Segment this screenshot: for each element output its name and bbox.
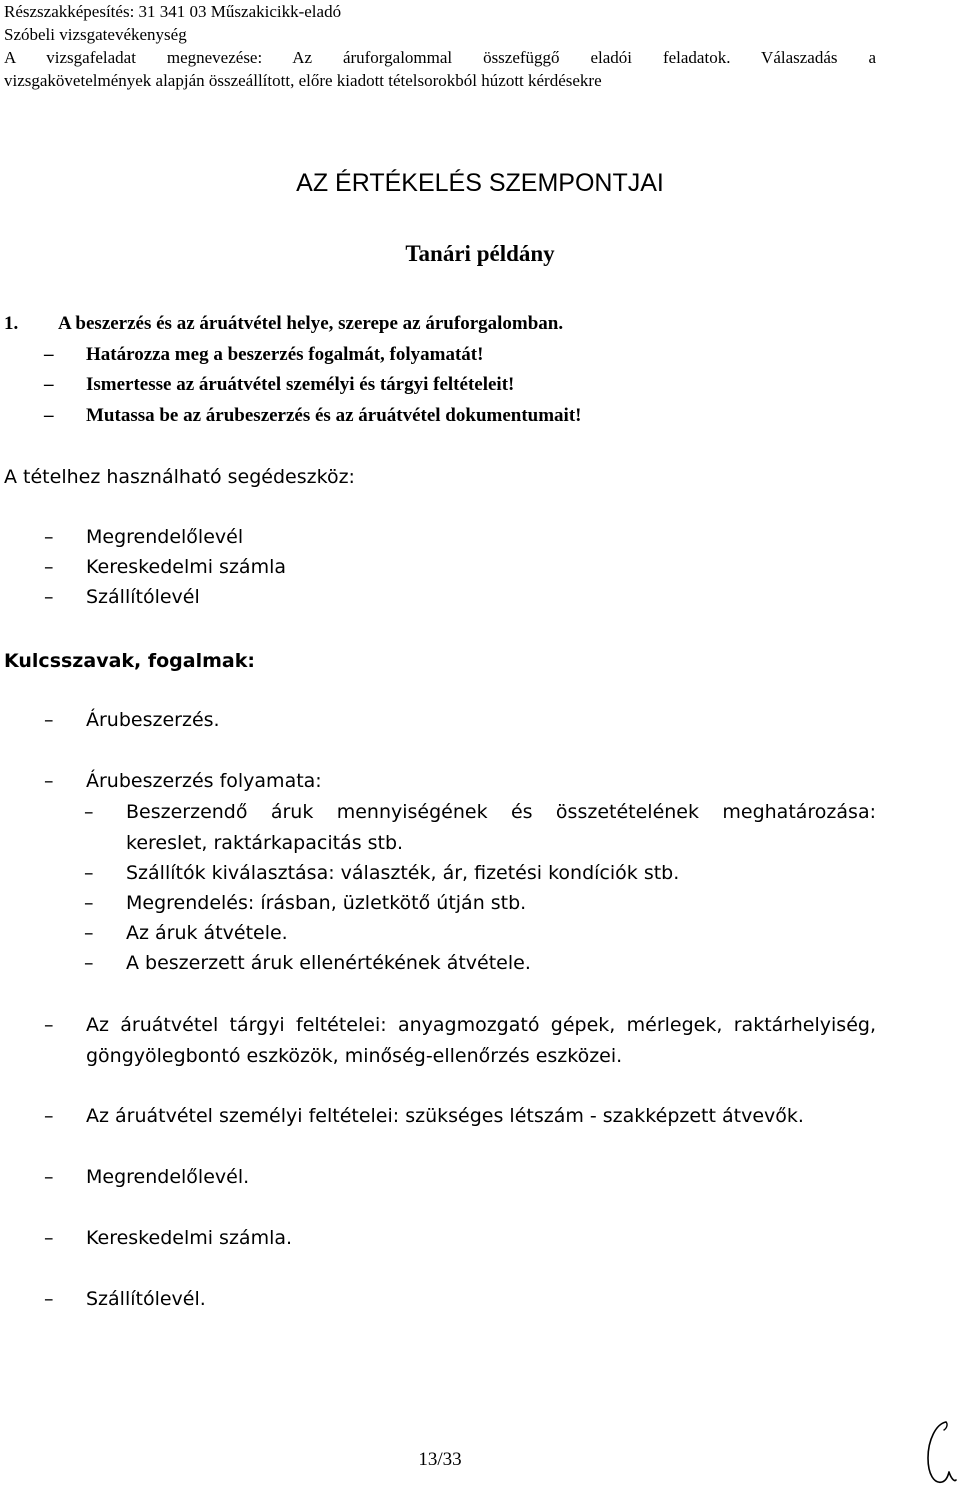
keyword-text: Az áruátvétel személyi feltételei: szükséges létszám - szakképzett átvevők. [86,1105,804,1127]
dash-marker: – [44,1014,54,1036]
dash-marker: – [84,952,94,974]
dash-marker: – [44,1288,54,1310]
tool-text: Kereskedelmi számla [86,556,287,578]
page-header [4,0,876,92]
process-step-text: Megrendelés: írásban, üzletkötő útján stb. [126,892,527,914]
process-step-text: Beszerzendő áruk mennyiségének és összetételének meghatározása: kereslet, raktárkapacitás stb. [126,801,876,854]
dash-marker: – [84,801,94,823]
dash-marker: – [84,862,94,884]
page-number: 13/33 [418,1449,462,1470]
page-subtitle: Tanári példány [405,241,555,266]
header-task-name: A vizsgafeladat megnevezése: Az áruforgalommal összefüggő eladói feladatok. Válaszadás a [4,48,876,67]
dash-marker: – [44,770,54,792]
header-activity: Szóbeli vizsgatevékenység [4,25,187,44]
keyword-text: Árubeszerzés. [86,709,220,731]
process-step-text: Az áruk átvétele. [126,922,288,944]
tools-heading: A tételhez használható segédeszköz: [4,466,355,488]
dash-marker: – [44,1227,54,1249]
keyword-text: Az áruátvétel tárgyi feltételei: anyagmozgató gépek, mérlegek, raktárhelyiség, göngyölegbontó eszközök, minőség-ellenőrzés eszközei. [86,1014,876,1067]
header-task-name-cont: vizsgakövetelmények alapján összeállított, előre kiadott tételsorokból húzott kérdésekre [4,71,602,90]
page-title: AZ ÉRTÉKELÉS SZEMPONTJAI [296,169,664,197]
dash-marker: – [44,709,54,731]
keyword-text: Szállítólevél. [86,1288,206,1310]
tool-text: Megrendelőlevél [86,526,244,548]
keyword-text: Árubeszerzés folyamata: [86,770,322,792]
dash-marker: – [84,922,94,944]
question-number: 1. [4,313,19,334]
keyword-text: Megrendelőlevél. [86,1166,250,1188]
task-text: Határozza meg a beszerzés fogalmát, folyamatát! [86,344,484,365]
dash-marker: – [44,374,54,395]
signature-initial [918,1418,958,1488]
keywords-heading: Kulcsszavak, fogalmak: [4,650,255,672]
header-qualification: Részszakképesítés: 31 341 03 Műszakicikk-eladó [4,2,342,21]
tool-text: Szállítólevél [86,586,200,608]
process-step-text: Szállítók kiválasztása: választék, ár, fizetési kondíciók stb. [126,862,680,884]
dash-marker: – [44,1105,54,1127]
task-text: Ismertesse az áruátvétel személyi és tárgyi feltételeit! [86,374,515,395]
dash-marker: – [44,586,54,608]
dash-marker: – [44,1166,54,1188]
process-step [84,797,876,859]
dash-marker: – [44,405,54,426]
dash-marker: – [84,892,94,914]
process-step-text: A beszerzett áruk ellenértékének átvétele. [126,952,531,974]
dash-marker: – [44,344,54,365]
dash-marker: – [44,526,54,548]
keyword-text: Kereskedelmi számla. [86,1227,293,1249]
dash-marker: – [44,556,54,578]
keyword-item [44,1010,876,1072]
question-text: A beszerzés és az áruátvétel helye, szerepe az áruforgalomban. [58,313,564,334]
task-text: Mutassa be az árubeszerzés és az áruátvétel dokumentumait! [86,405,582,426]
